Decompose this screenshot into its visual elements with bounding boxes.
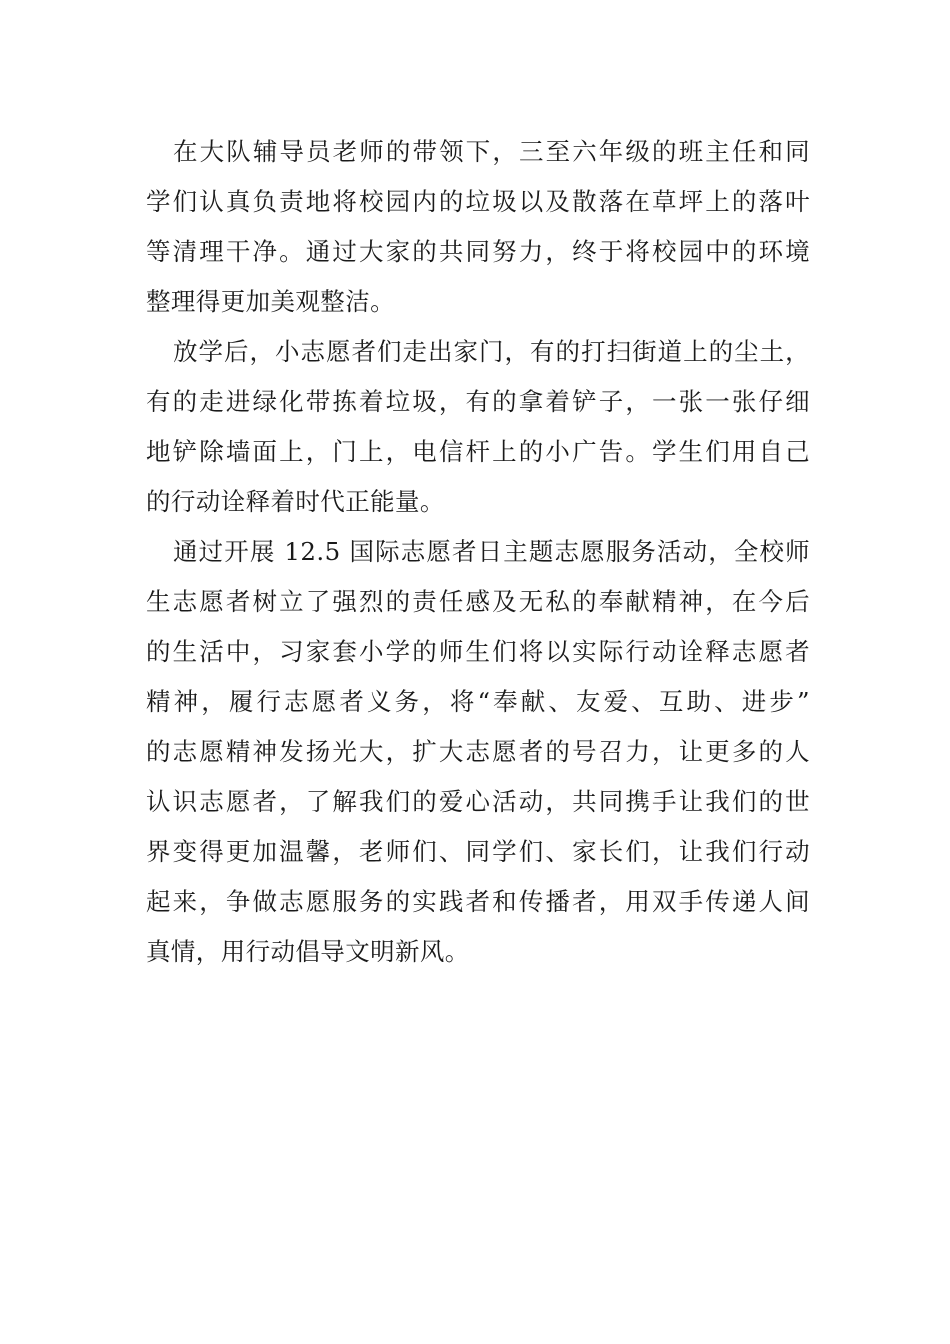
text-line: 放学后，小志愿者们走出家门，有的打扫街道上的尘土，	[173, 337, 810, 366]
document-body	[146, 132, 810, 982]
text-line: 整理得更加美观整洁。	[146, 287, 395, 316]
paragraph-2	[146, 332, 810, 532]
text-line: 通过开展 12.5 国际志愿者日主题志愿服务活动，全校师	[173, 537, 810, 566]
text-line: 地铲除墙面上，门上，电信杆上的小广告。学生们用自己	[146, 437, 810, 466]
text-line: 的志愿精神发扬光大，扩大志愿者的号召力，让更多的人	[146, 737, 810, 766]
text-line: 生志愿者树立了强烈的责任感及无私的奉献精神，在今后	[146, 587, 810, 616]
text-line: 在大队辅导员老师的带领下，三至六年级的班主任和同	[173, 137, 810, 166]
paragraph-3	[146, 532, 810, 982]
text-line: 起来，争做志愿服务的实践者和传播者，用双手传递人间	[146, 887, 810, 916]
text-line: 界变得更加温馨，老师们、同学们、家长们，让我们行动	[146, 837, 810, 866]
text-line: 精神，履行志愿者义务，将“奉献、友爱、互助、进步”	[146, 687, 810, 716]
text-line: 真情，用行动倡导文明新风。	[146, 937, 470, 966]
text-line: 有的走进绿化带拣着垃圾，有的拿着铲子，一张一张仔细	[146, 387, 810, 416]
text-line: 的生活中，习家套小学的师生们将以实际行动诠释志愿者	[146, 637, 810, 666]
text-line: 学们认真负责地将校园内的垃圾以及散落在草坪上的落叶	[146, 187, 810, 216]
text-line: 认识志愿者，了解我们的爱心活动，共同携手让我们的世	[146, 787, 810, 816]
text-line: 等清理干净。通过大家的共同努力，终于将校园中的环境	[146, 237, 810, 266]
paragraph-1	[146, 132, 810, 332]
text-line: 的行动诠释着时代正能量。	[146, 487, 445, 516]
